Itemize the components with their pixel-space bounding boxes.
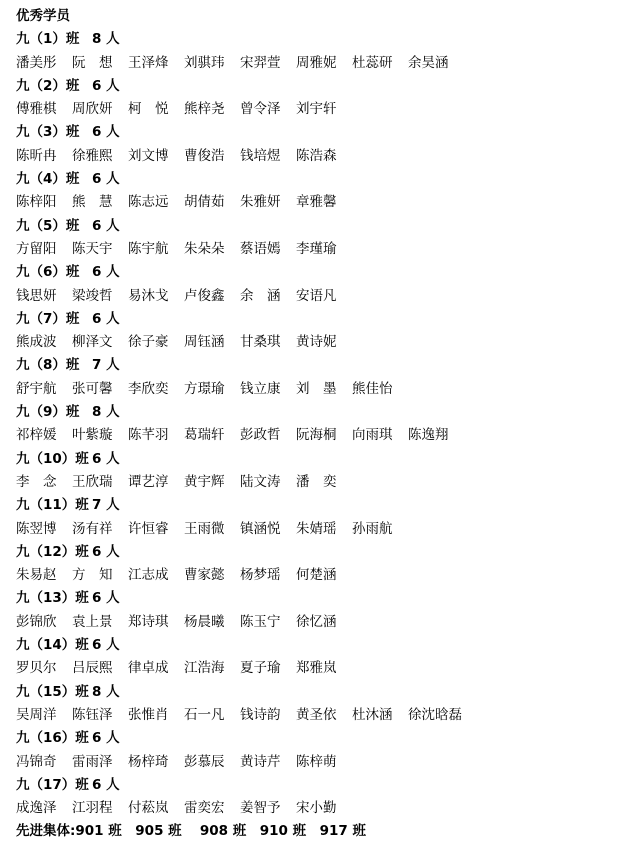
student-name: 陈志远 [128, 194, 169, 211]
student-name: 葛瑞轩 [184, 427, 225, 444]
class-label: 九（9）班 [16, 404, 80, 421]
student-name: 易沐戈 [128, 287, 169, 304]
class-label: 九（12）班 [16, 543, 89, 560]
class-count: 8 人 [92, 404, 120, 421]
student-name: 刘 墨 [296, 380, 337, 397]
student-name: 钱思妍 [16, 287, 57, 304]
student-name: 雷奕宏 [184, 800, 225, 817]
student-name: 杜沐涵 [352, 706, 393, 723]
student-name: 黄宇辉 [184, 473, 225, 490]
class-label: 九（8）班 [16, 357, 80, 374]
student-name: 陆文涛 [240, 473, 281, 490]
student-name: 何楚涵 [296, 567, 337, 584]
student-name-row [16, 564, 626, 587]
class-label: 九（10）班 [16, 450, 89, 467]
student-name: 柯 悦 [128, 101, 169, 118]
student-name: 陈宇航 [128, 240, 169, 257]
student-name-row [16, 331, 626, 354]
student-name-row [16, 52, 626, 75]
student-name: 熊佳怡 [352, 380, 393, 397]
student-name-row [16, 98, 626, 121]
student-name: 徐忆涵 [296, 613, 337, 630]
student-name: 彭慕辰 [184, 753, 225, 770]
class-count: 7 人 [92, 357, 120, 374]
student-name: 陈昕冉 [16, 147, 57, 164]
class-heading [16, 308, 626, 331]
class-label: 九（7）班 [16, 310, 80, 327]
class-heading [16, 354, 626, 377]
student-name-row [16, 285, 626, 308]
class-heading [16, 448, 626, 471]
student-name: 孙雨航 [352, 520, 393, 537]
student-name: 叶紫璇 [72, 427, 113, 444]
student-name: 卢俊鑫 [184, 287, 225, 304]
student-name: 陈芊羽 [128, 427, 169, 444]
student-name: 章雅馨 [296, 194, 337, 211]
student-name: 陈玉宁 [240, 613, 281, 630]
student-name: 朱朵朵 [184, 240, 225, 257]
student-name-row [16, 238, 626, 261]
student-name: 阮 想 [72, 54, 113, 71]
student-name: 舒宇航 [16, 380, 57, 397]
student-name: 江志成 [128, 567, 169, 584]
class-heading [16, 774, 626, 797]
student-name: 向雨琪 [352, 427, 393, 444]
student-name: 江羽程 [72, 800, 113, 817]
student-name: 陈浩森 [296, 147, 337, 164]
class-count: 6 人 [92, 776, 120, 793]
student-name: 付菘岚 [128, 800, 169, 817]
student-name-row [16, 797, 626, 820]
student-name: 胡倩茹 [184, 194, 225, 211]
class-heading [16, 494, 626, 517]
class-count: 6 人 [92, 124, 120, 141]
student-name: 徐雅熙 [72, 147, 113, 164]
class-count: 6 人 [92, 264, 120, 281]
class-label: 九（6）班 [16, 264, 80, 281]
class-list [16, 28, 626, 820]
student-name: 律卓成 [128, 660, 169, 677]
class-heading [16, 121, 626, 144]
student-name-row [16, 471, 626, 494]
student-name: 陈梓阳 [16, 194, 57, 211]
student-name-row [16, 424, 626, 447]
student-name: 王泽烽 [128, 54, 169, 71]
student-name: 袁上景 [72, 613, 113, 630]
student-name: 余昊涵 [408, 54, 449, 71]
student-name: 汤有祥 [72, 520, 113, 537]
student-name: 王雨微 [184, 520, 225, 537]
student-name: 傅雅棋 [16, 101, 57, 118]
student-name: 吴周洋 [16, 706, 57, 723]
student-name: 陈钰泽 [72, 706, 113, 723]
class-count: 6 人 [92, 543, 120, 560]
class-label: 九（2）班 [16, 77, 80, 94]
student-name: 杨晨曦 [184, 613, 225, 630]
document-body [16, 5, 626, 844]
class-label: 九（17）班 [16, 776, 89, 793]
student-name: 郑诗琪 [128, 613, 169, 630]
student-name: 许恒睿 [128, 520, 169, 537]
student-name: 朱易赵 [16, 567, 57, 584]
student-name: 彭政哲 [240, 427, 281, 444]
class-label: 九（1）班 [16, 31, 80, 48]
class-count: 6 人 [92, 450, 120, 467]
student-name: 江浩海 [184, 660, 225, 677]
student-name: 郑雅岚 [296, 660, 337, 677]
student-name: 冯锦奇 [16, 753, 57, 770]
student-name-row [16, 657, 626, 680]
class-count: 6 人 [92, 730, 120, 747]
section-title: 优秀学员 [16, 8, 70, 24]
student-name: 杜蕊研 [352, 54, 393, 71]
student-name: 黄圣依 [296, 706, 337, 723]
class-heading [16, 727, 626, 750]
class-heading [16, 587, 626, 610]
class-count: 6 人 [92, 637, 120, 654]
class-count: 7 人 [92, 497, 120, 514]
student-name: 刘骐玮 [184, 54, 225, 71]
student-name: 陈逸翔 [408, 427, 449, 444]
class-label: 九（4）班 [16, 171, 80, 188]
student-name: 彭锦欣 [16, 613, 57, 630]
student-name: 姜智予 [240, 800, 281, 817]
student-name: 李瑾瑜 [296, 240, 337, 257]
student-name-row [16, 518, 626, 541]
student-name: 方 知 [72, 567, 113, 584]
student-name: 熊梓尧 [184, 101, 225, 118]
student-name: 雷雨泽 [72, 753, 113, 770]
student-name: 潘 奕 [296, 473, 337, 490]
student-name-row [16, 751, 626, 774]
student-name: 曹家懿 [184, 567, 225, 584]
student-name-row [16, 704, 626, 727]
student-name: 朱雅妍 [240, 194, 281, 211]
student-name: 钱立康 [240, 380, 281, 397]
student-name: 柳泽文 [72, 334, 113, 351]
student-name: 周雅妮 [296, 54, 337, 71]
student-name: 周欣妍 [72, 101, 113, 118]
student-name-row [16, 145, 626, 168]
class-count: 6 人 [92, 310, 120, 327]
student-name: 朱婧瑶 [296, 520, 337, 537]
student-name: 曹俊浩 [184, 147, 225, 164]
class-count: 8 人 [92, 31, 120, 48]
class-heading [16, 75, 626, 98]
student-name: 吕辰熙 [72, 660, 113, 677]
student-name: 方留阳 [16, 240, 57, 257]
student-name: 宋小勤 [296, 800, 337, 817]
class-label: 九（3）班 [16, 124, 80, 141]
student-name: 刘宇轩 [296, 101, 337, 118]
student-name: 徐子豪 [128, 334, 169, 351]
class-label: 九（5）班 [16, 217, 80, 234]
class-label: 九（14）班 [16, 637, 89, 654]
student-name: 李欣奕 [128, 380, 169, 397]
student-name-row [16, 191, 626, 214]
student-name: 周钰涵 [184, 334, 225, 351]
student-name: 罗贝尔 [16, 660, 57, 677]
student-name: 杨梓琦 [128, 753, 169, 770]
student-name: 宋羿萱 [240, 54, 281, 71]
class-count: 6 人 [92, 217, 120, 234]
student-name: 石一凡 [184, 706, 225, 723]
class-heading [16, 215, 626, 238]
student-name: 祁梓媛 [16, 427, 57, 444]
class-heading [16, 28, 626, 51]
class-label: 九（16）班 [16, 730, 89, 747]
class-label: 九（13）班 [16, 590, 89, 607]
student-name: 陈天宇 [72, 240, 113, 257]
student-name: 谭艺淳 [128, 473, 169, 490]
class-label: 九（15）班 [16, 683, 89, 700]
student-name: 刘文博 [128, 147, 169, 164]
student-name: 镇涵悦 [240, 520, 281, 537]
student-name: 陈翌博 [16, 520, 57, 537]
student-name: 蔡语嫣 [240, 240, 281, 257]
student-name: 陈梓萌 [296, 753, 337, 770]
student-name: 方璟瑜 [184, 380, 225, 397]
student-name: 成逸泽 [16, 800, 57, 817]
class-count: 8 人 [92, 683, 120, 700]
class-heading [16, 168, 626, 191]
class-count: 6 人 [92, 171, 120, 188]
class-label: 九（11）班 [16, 497, 89, 514]
student-name: 夏子瑜 [240, 660, 281, 677]
student-name: 杨梦瑶 [240, 567, 281, 584]
class-heading [16, 681, 626, 704]
student-name: 安语凡 [296, 287, 337, 304]
student-name: 熊 慧 [72, 194, 113, 211]
student-name: 张可馨 [72, 380, 113, 397]
student-name: 梁竣哲 [72, 287, 113, 304]
class-heading [16, 541, 626, 564]
student-name: 钱培煜 [240, 147, 281, 164]
student-name: 张惟肖 [128, 706, 169, 723]
student-name: 黄诗妮 [296, 334, 337, 351]
student-name: 熊成波 [16, 334, 57, 351]
class-heading [16, 401, 626, 424]
student-name: 潘美彤 [16, 54, 57, 71]
class-heading [16, 261, 626, 284]
student-name: 王欣瑞 [72, 473, 113, 490]
student-name-row [16, 611, 626, 634]
student-name: 曾令泽 [240, 101, 281, 118]
student-name: 徐沈晗磊 [408, 706, 462, 723]
student-name-row [16, 378, 626, 401]
student-name: 李 念 [16, 473, 57, 490]
student-name: 阮海桐 [296, 427, 337, 444]
student-name: 余 涵 [240, 287, 281, 304]
class-count: 6 人 [92, 77, 120, 94]
advanced-collectives-line: 先进集体:901 班 905 班 908 班 910 班 917 班 [16, 823, 366, 840]
student-name: 钱诗韵 [240, 706, 281, 723]
class-heading [16, 634, 626, 657]
student-name: 甘桑琪 [240, 334, 281, 351]
student-name: 黄诗芹 [240, 753, 281, 770]
class-count: 6 人 [92, 590, 120, 607]
